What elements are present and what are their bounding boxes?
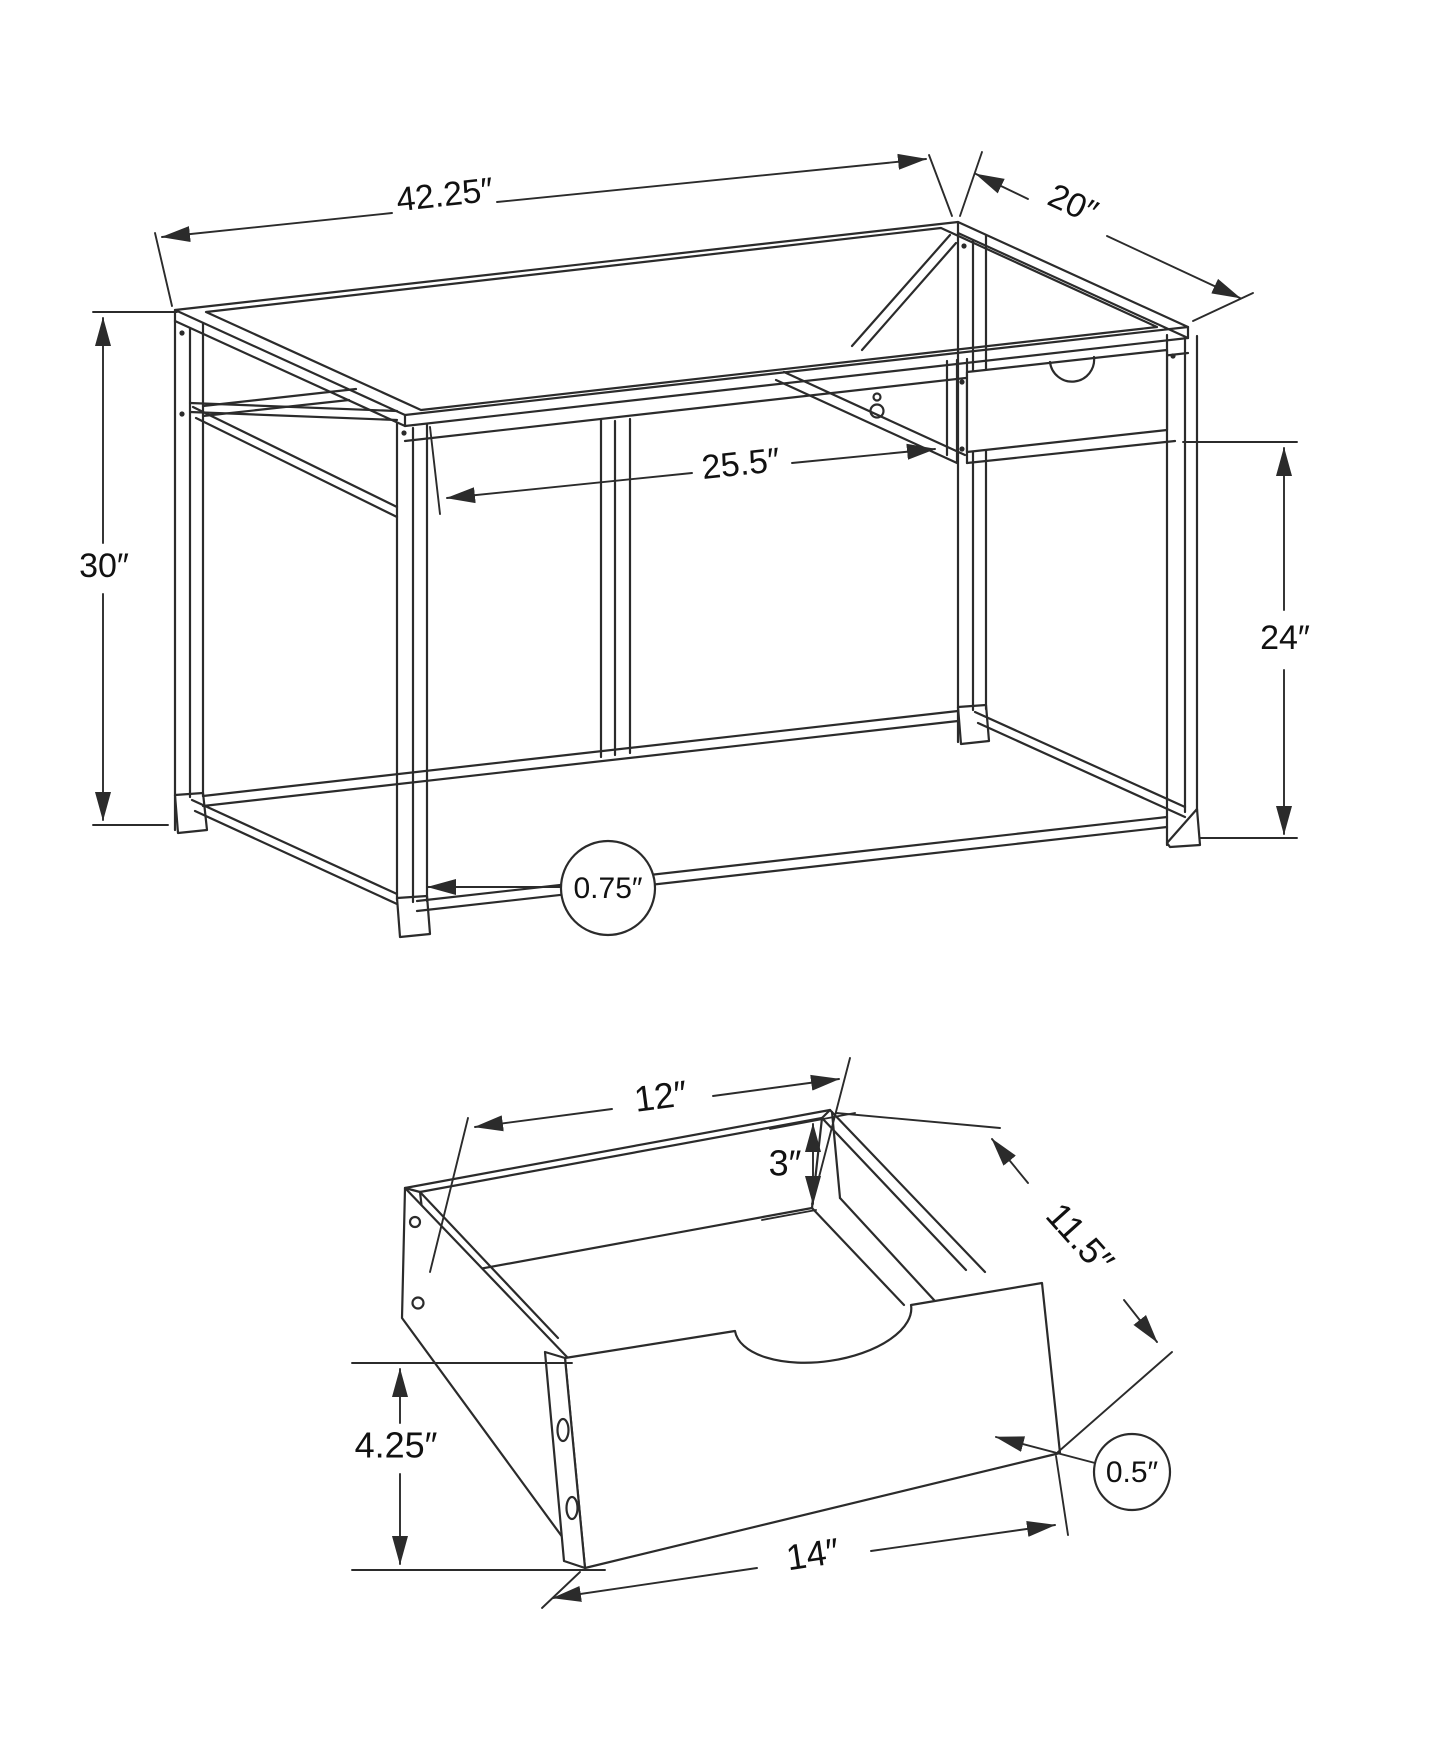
dim-label-panel-thickness: 0.5″ (1105, 1455, 1159, 1489)
dim-label-knee-space: 25.5″ (699, 441, 782, 487)
dim-label-desk-height: 30″ (79, 546, 129, 585)
desk-left-side-frame (190, 403, 397, 517)
desk-leg-back-left (175, 321, 207, 833)
drawer-drawing (352, 1058, 1172, 1608)
desk-leg-front-left (397, 423, 430, 937)
dim-label-drawer-wall-height: 3″ (768, 1142, 802, 1184)
dim-label-drawer-front-width: 14″ (783, 1529, 842, 1579)
dim-drawer-wall-height (762, 1113, 855, 1220)
dim-label-drawer-inner-width: 12″ (631, 1072, 690, 1120)
drawer-front-panel (545, 1283, 1060, 1568)
desk-bottom-stretchers (192, 711, 1185, 911)
dim-label-clearance: 24″ (1260, 618, 1310, 657)
dim-desk-knee-space (430, 427, 935, 514)
dim-label-desk-depth: 20″ (1042, 176, 1104, 232)
dim-desk-clearance (1183, 442, 1310, 838)
dim-label-drawer-front-height: 4.25″ (354, 1424, 438, 1466)
desk-leg-front-right (1167, 335, 1200, 847)
dim-label-desk-width: 42.25″ (394, 170, 496, 220)
desk-drawing (79, 152, 1310, 937)
dim-desk-height (79, 312, 177, 825)
dim-label-frame-thickness: 0.75″ (573, 871, 643, 905)
dim-label-drawer-side-depth: 11.5″ (1038, 1194, 1123, 1282)
